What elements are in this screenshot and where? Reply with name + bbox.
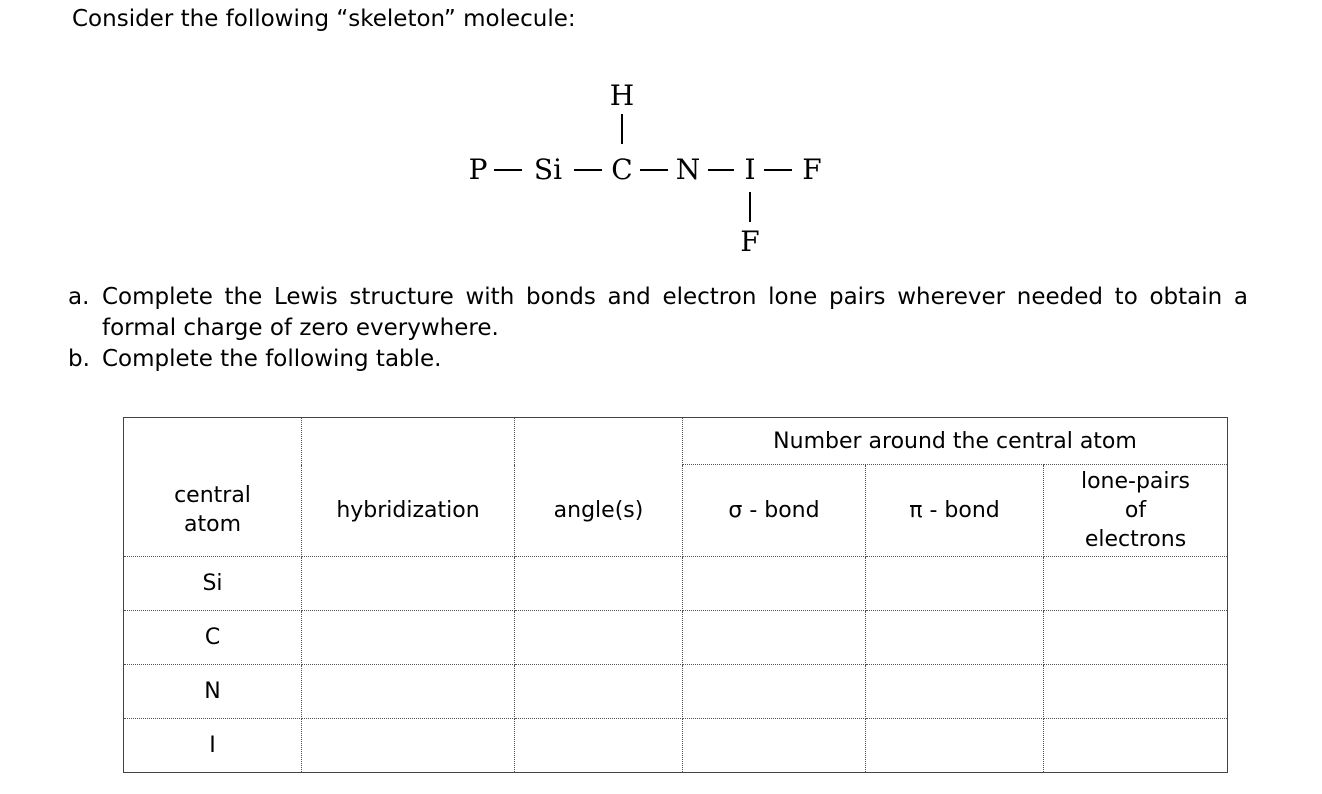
- question-item-a: [68, 282, 1248, 344]
- header-spacer-angles: [515, 418, 683, 465]
- table-row: [124, 611, 1228, 665]
- table-row: [124, 665, 1228, 719]
- cell-lone-pairs[interactable]: [1044, 557, 1228, 611]
- cell-central-atom: C: [124, 611, 302, 665]
- header-lone-pairs-line1: lone-pairs: [1080, 469, 1191, 494]
- header-central-atom: [124, 465, 302, 557]
- question-marker-b: b.: [68, 346, 90, 372]
- atom-f-right: F: [802, 153, 822, 186]
- cell-angles[interactable]: [515, 557, 683, 611]
- atom-c: C: [611, 153, 633, 186]
- table-header-group-row: [124, 418, 1228, 465]
- header-central-atom-line1: central: [174, 483, 251, 509]
- cell-central-atom: Si: [124, 557, 302, 611]
- answer-table: [123, 417, 1228, 773]
- header-spacer-atom: [124, 418, 302, 465]
- header-central-atom-line2: atom: [184, 512, 241, 538]
- cell-pi-bond[interactable]: [866, 719, 1044, 773]
- question-item-b: [68, 344, 1248, 375]
- answer-table-wrapper: [123, 417, 1227, 773]
- table-header-row: [124, 465, 1228, 557]
- table-row: [124, 719, 1228, 773]
- header-lone-pairs-line3: electrons: [1084, 527, 1187, 552]
- atom-f-bottom: F: [740, 225, 760, 258]
- bond-p-si: [494, 169, 522, 171]
- skeleton-molecule-diagram: [430, 70, 890, 260]
- cell-lone-pairs[interactable]: [1044, 665, 1228, 719]
- header-hybridization: hybridization: [302, 465, 515, 557]
- cell-central-atom: I: [124, 719, 302, 773]
- cell-hybridization[interactable]: [302, 557, 515, 611]
- bond-c-h: [621, 114, 623, 144]
- atom-i: I: [744, 153, 756, 186]
- bond-c-n: [640, 169, 668, 171]
- cell-sigma-bond[interactable]: [683, 665, 866, 719]
- header-spacer-hybridization: [302, 418, 515, 465]
- atom-si: Si: [533, 153, 563, 186]
- cell-sigma-bond[interactable]: [683, 557, 866, 611]
- intro-text: Consider the following “skeleton” molecule:: [72, 6, 576, 32]
- cell-lone-pairs[interactable]: [1044, 719, 1228, 773]
- cell-lone-pairs[interactable]: [1044, 611, 1228, 665]
- question-text-b: Complete the following table.: [102, 346, 442, 372]
- question-text-a: Complete the Lewis structure with bonds and electron lone pairs wherever needed to obtain a formal charge of zero everywhere.: [102, 284, 1248, 341]
- cell-pi-bond[interactable]: [866, 665, 1044, 719]
- cell-pi-bond[interactable]: [866, 611, 1044, 665]
- cell-angles[interactable]: [515, 611, 683, 665]
- header-sigma-bond: σ - bond: [683, 465, 866, 557]
- cell-hybridization[interactable]: [302, 665, 515, 719]
- cell-pi-bond[interactable]: [866, 557, 1044, 611]
- cell-sigma-bond[interactable]: [683, 611, 866, 665]
- question-marker-a: a.: [68, 284, 90, 310]
- cell-sigma-bond[interactable]: [683, 719, 866, 773]
- cell-angles[interactable]: [515, 719, 683, 773]
- atom-h: H: [609, 79, 635, 112]
- cell-angles[interactable]: [515, 665, 683, 719]
- bond-n-i: [708, 169, 734, 171]
- table-row: [124, 557, 1228, 611]
- cell-central-atom: N: [124, 665, 302, 719]
- header-number-around-central-atom: Number around the central atom: [683, 418, 1228, 465]
- atom-n: N: [675, 153, 701, 186]
- cell-hybridization[interactable]: [302, 719, 515, 773]
- header-pi-bond: π - bond: [866, 465, 1044, 557]
- atom-p: P: [468, 153, 488, 186]
- header-lone-pairs-line2: of: [1124, 498, 1147, 523]
- bond-si-c: [574, 169, 602, 171]
- question-list: [68, 282, 1248, 375]
- header-lone-pairs: [1044, 465, 1228, 557]
- bond-i-f: [764, 169, 792, 171]
- bond-i-f-bottom: [749, 192, 751, 222]
- header-angles: angle(s): [515, 465, 683, 557]
- cell-hybridization[interactable]: [302, 611, 515, 665]
